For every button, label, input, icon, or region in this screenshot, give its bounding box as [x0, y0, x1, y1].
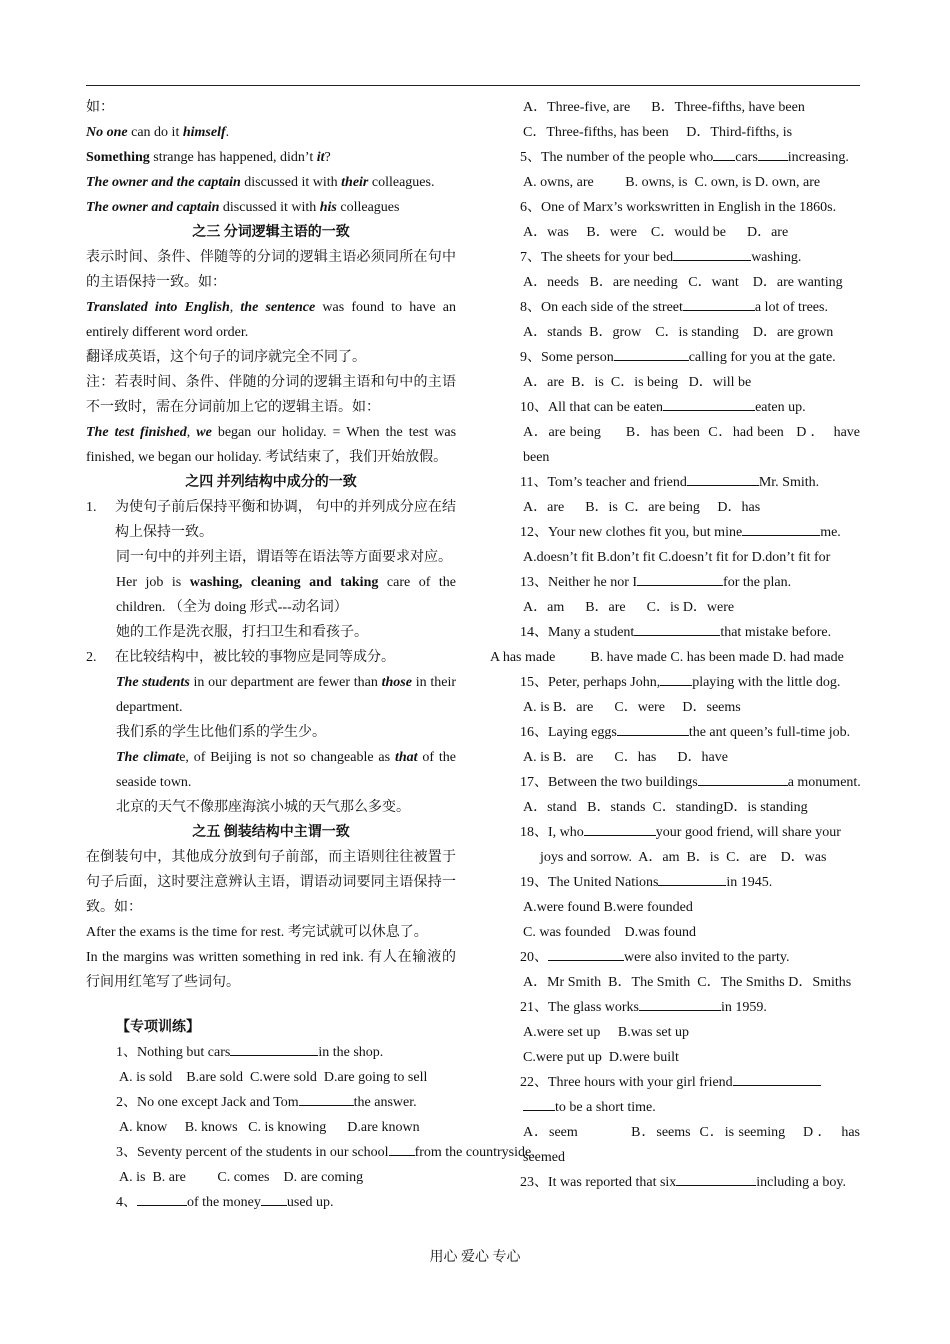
question-options: A．Mr Smith B．The Smith C．The Smiths D．Smiths [523, 975, 852, 990]
example-line: The test finished, we began our holiday. = When the test was finished, we began our holiday. 考试结束了，我们开始放假。 [86, 425, 457, 465]
translation: 北京的天气不像那座海滨小城的天气那么多变。 [116, 800, 410, 815]
example-line: The owner and captain discussed it with his colleagues [86, 200, 400, 215]
question-options: A. is B．are C．were D．seems [523, 700, 741, 715]
question-options: C．Three-fifths, has been D．Third-fifths, is [523, 125, 793, 140]
question: 20、 were also invited to the party. [490, 945, 860, 970]
right-column [490, 95, 864, 1195]
page-footer: 用心 爱心 专心 [429, 1250, 521, 1265]
intro-text: 如： [86, 100, 114, 115]
list-item: 1. 为使句子前后保持平衡和协调， 句中的并列成分应在结构上保持一致。 [86, 495, 456, 545]
example-line: After the exams is the time for rest. 考完试就可以休息了。 [86, 925, 428, 940]
question-options: A．seem B．seems C．is seeming D ． has seemed [523, 1125, 864, 1165]
question-options: A．was B．were C．would be D．are [523, 225, 789, 240]
question: 15、Peter, perhaps John, playing with the little dog. [490, 670, 860, 695]
question-options: C.were put up D.were built [523, 1050, 679, 1065]
example-line: No one can do it himself. [86, 125, 230, 140]
question-options: A.were found B.were founded [523, 900, 693, 915]
paragraph: 表示时间、条件、伴随等的分词的逻辑主语必须同所在句中的主语保持一致。如： [86, 250, 456, 290]
question-options: A．stand B．stands C．standingD．is standing [523, 800, 808, 815]
question-options: A. is B．are C．has D．have [523, 750, 728, 765]
top-rule [86, 85, 860, 86]
question: 7、The sheets for your bed washing. [490, 245, 860, 270]
question-options: A. is sold B.are sold C.were sold D.are going to sell [119, 1070, 428, 1085]
question-options: A. owns, are B. owns, is C. own, is D. own, are [523, 175, 821, 190]
question: 6、One of Marx’s workswritten in English in the 1860s. [520, 200, 837, 215]
question: 13、Neither he nor I for the plan. [490, 570, 860, 595]
section-heading-5: 之五 倒装结构中主谓一致 [192, 825, 350, 840]
question-options: A．are B．is C．is being D．will be [523, 375, 752, 390]
example-line: In the margins was written something in red ink. 有人在输液的行间用红笔写了些词句。 [86, 950, 456, 990]
translation: 翻译成英语，这个句子的词序就完全不同了。 [86, 350, 366, 365]
note: 注：若表时间、条件、伴随的分词的逻辑主语和句中的主语不一致时，需在分词前加上它的逻辑主语。如： [86, 375, 456, 415]
question: 17、Between the two buildings a monument. [490, 770, 860, 795]
example-line: The climate, of Beijing is not so changeable as that of the seaside town. [116, 750, 456, 790]
example-line: Translated into English, the sentence was found to have an entirely different word order. [86, 300, 457, 340]
left-column [86, 95, 535, 1215]
question-options: A.were set up B.was set up [523, 1025, 690, 1040]
question: to be a short time. [490, 1095, 860, 1120]
question-options: A. is B. are C. comes D. are coming [119, 1170, 364, 1185]
question: 11、Tom’s teacher and friend Mr. Smith. [490, 470, 860, 495]
question: 19、The United Nations in 1945. [490, 870, 860, 895]
question: 18、I, who your good friend, will share your [490, 820, 860, 845]
question: 23、It was reported that six including a boy. [490, 1170, 860, 1195]
translation: 我们系的学生比他们系的学生少。 [116, 725, 326, 740]
question-options: A. know B. knows C. is knowing D.are known [119, 1120, 420, 1135]
question: 22、Three hours with your girl friend [490, 1070, 860, 1095]
question: 3、Seventy percent of the students in our school from the countryside. [86, 1140, 456, 1165]
question: 9、Some person calling for you at the gate. [490, 345, 860, 370]
question-options: A.doesn’t fit B.don’t fit C.doesn’t fit for D.don’t fit for [523, 550, 831, 565]
list-item: 2. 在比较结构中，被比较的事物应是同等成分。 [86, 645, 456, 670]
list-number: 2. [86, 650, 97, 665]
list-text: 同一句中的并列主语，谓语等在语法等方面要求对应。 [116, 550, 452, 565]
translation: 她的工作是洗衣服，打扫卫生和看孩子。 [116, 625, 368, 640]
question-options: A has made B. have made C. has been made D. had made [490, 650, 844, 665]
question-options: A．stands B．grow C．is standing D．are grown [523, 325, 834, 340]
question: 21、The glass works in 1959. [490, 995, 860, 1020]
question-options: A．needs B．are needing C．want D．are wanting [523, 275, 843, 290]
question: 2、No one except Jack and Tom the answer. [86, 1090, 456, 1115]
question: 5、The number of the people who cars increasing. [490, 145, 860, 170]
training-title: 【专项训练】 [116, 1020, 200, 1035]
question-options: A．Three-five, are B．Three-fifths, have been [523, 100, 805, 115]
example-line: Her job is washing, cleaning and taking care of the children. （全为 doing 形式---动名词） [116, 575, 457, 615]
question: 16、Laying eggs the ant queen’s full-time job. [490, 720, 860, 745]
list-number: 1. [86, 500, 97, 515]
question-options: A．am B．are C．is D．were [523, 600, 735, 615]
question-options: A．are being B．has been C．had been D ． have been [523, 425, 864, 465]
paragraph: 在倒装句中，其他成分放到句子前部，而主语则往往被置于句子后面，这时要注意辨认主语，谓语动词要同主语保持一致。如： [86, 850, 456, 915]
question: 14、Many a student that mistake before. [490, 620, 860, 645]
question-options: C. was founded D.was found [523, 925, 697, 940]
question: 1、Nothing but cars in the shop. [86, 1040, 456, 1065]
question: 10、All that can be eaten eaten up. [490, 395, 860, 420]
question: 8、On each side of the street a lot of trees. [490, 295, 860, 320]
example-line: The owner and the captain discussed it with their colleagues. [86, 175, 435, 190]
question: 4、 of the money used up. [86, 1190, 456, 1215]
section-heading-3: 之三 分词逻辑主语的一致 [192, 225, 350, 240]
question-options: joys and sorrow. A．am B．is C．are D．was [540, 850, 827, 865]
question-options: A．are B．is C．are being D．has [523, 500, 761, 515]
example-line: The students in our department are fewer than those in their department. [116, 675, 456, 715]
question: 12、Your new clothes fit you, but mine me. [490, 520, 860, 545]
example-line: Something strange has happened, didn’t it? [86, 150, 331, 165]
section-heading-4: 之四 并列结构中成分的一致 [185, 475, 357, 490]
